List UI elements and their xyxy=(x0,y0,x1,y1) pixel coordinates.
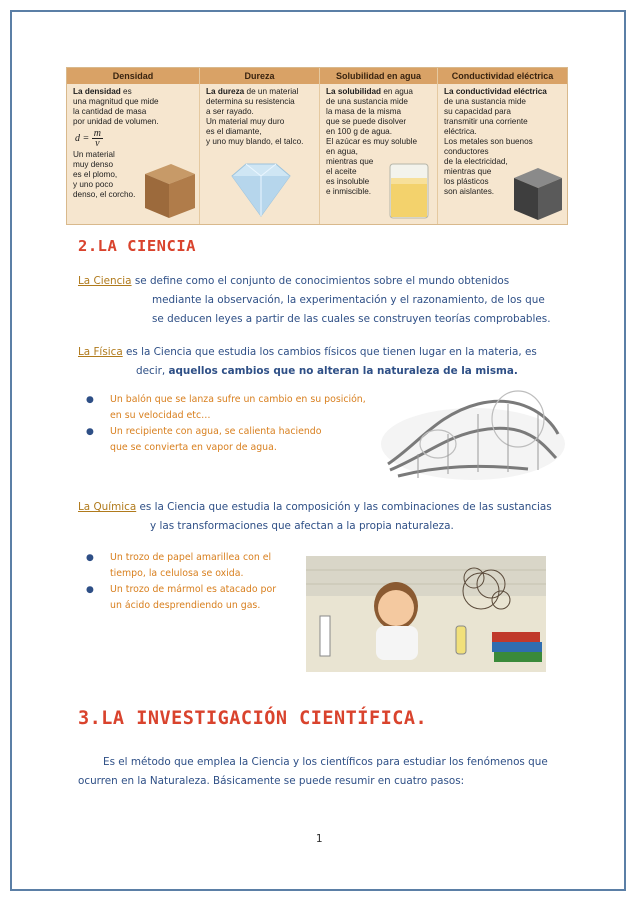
page-number: 1 xyxy=(315,832,323,845)
ciencia-paragraph: La Ciencia se define como el conjunto de conocimientos sobre el mundo obtenidos mediante la observación, la experimentación y el razonamiento, de los que se deducen leyes a partir de las cuales se construyen teorías comprobables. xyxy=(78,275,551,325)
density-column xyxy=(67,68,200,224)
density-definition: La densidad es una magnitud que mide la cantidad de masa por unidad de volumen. xyxy=(73,87,159,126)
section-heading-investigacion: 3.LA INVESTIGACIÓN CIENTÍFICA. xyxy=(78,708,428,729)
quimica-paragraph: La Química es la Ciencia que estudia la composición y las combinaciones de las sustancias y las transformaciones que afectan a la propia naturaleza. xyxy=(78,501,552,532)
beaker-icon xyxy=(384,160,434,222)
list-item: ● Un trozo de papel amarillea con el tiempo, la celulosa se oxida. xyxy=(86,552,272,579)
chemist-illustration xyxy=(306,556,546,672)
section-heading-ciencia: 2.LA CIENCIA xyxy=(78,237,196,255)
conductivity-header: Conductividad eléctrica xyxy=(438,68,567,84)
diamond-icon xyxy=(222,160,300,220)
solubility-text: La solubilidad en agua de una sustancia mide la masa de la misma que se puede disolver en 100 g de agua. El azúcar es muy soluble en agua, mientras que el aceite es insoluble e inmiscible. xyxy=(326,87,418,196)
hardness-column xyxy=(200,68,320,224)
rollercoaster-illustration xyxy=(378,374,568,486)
conductivity-column xyxy=(438,68,567,224)
hardness-text: La dureza de un material determina su resistencia a ser rayado. Un material muy duro es el diamante, y uno muy blando, el talco. xyxy=(206,87,304,146)
density-formula: d = $\frac{m}{v}$ xyxy=(75,128,101,149)
conductivity-text: La conductividad eléctrica de una sustancia mide su capacidad para transmitir una corriente eléctrica. Los metales son buenos conductores de la electricidad, mientras que los plásticos son aislantes. xyxy=(444,87,547,196)
density-header: Densidad xyxy=(67,68,199,84)
investigacion-paragraph: Es el método que emplea la Ciencia y los científicos para estudiar los fenómenos que ocurren en la Naturaleza. Básicamente se puede resumir en cuatro pasos: xyxy=(78,756,548,787)
quimica-term: La Química xyxy=(78,501,137,513)
fisica-bullets xyxy=(86,392,376,456)
density-example: Un material muy denso es el plomo, y uno poco denso, el corcho. xyxy=(73,150,136,199)
quimica-bullets xyxy=(86,550,306,614)
ciencia-term: La Ciencia xyxy=(78,275,132,287)
hardness-header: Dureza xyxy=(200,68,319,84)
fisica-term: La Física xyxy=(78,346,123,358)
properties-table-image xyxy=(66,67,568,225)
metal-cube-icon xyxy=(510,162,566,222)
list-item: ● Un recipiente con agua, se calienta haciendo que se convierta en vapor de agua. xyxy=(86,426,322,453)
list-item: ● Un balón que se lanza sufre un cambio en su posición, en su velocidad etc… xyxy=(86,394,366,421)
fisica-paragraph: La Física es la Ciencia que estudia los cambios físicos que tienen lugar en la materia, es decir, aquellos cambios que no alteran la naturaleza de la misma. xyxy=(78,346,537,377)
solubility-header: Solubilidad en agua xyxy=(320,68,437,84)
solubility-column xyxy=(320,68,438,224)
list-item: ● Un trozo de mármol es atacado por un ácido desprendiendo un gas. xyxy=(86,584,277,611)
wood-cube-icon xyxy=(139,156,197,220)
